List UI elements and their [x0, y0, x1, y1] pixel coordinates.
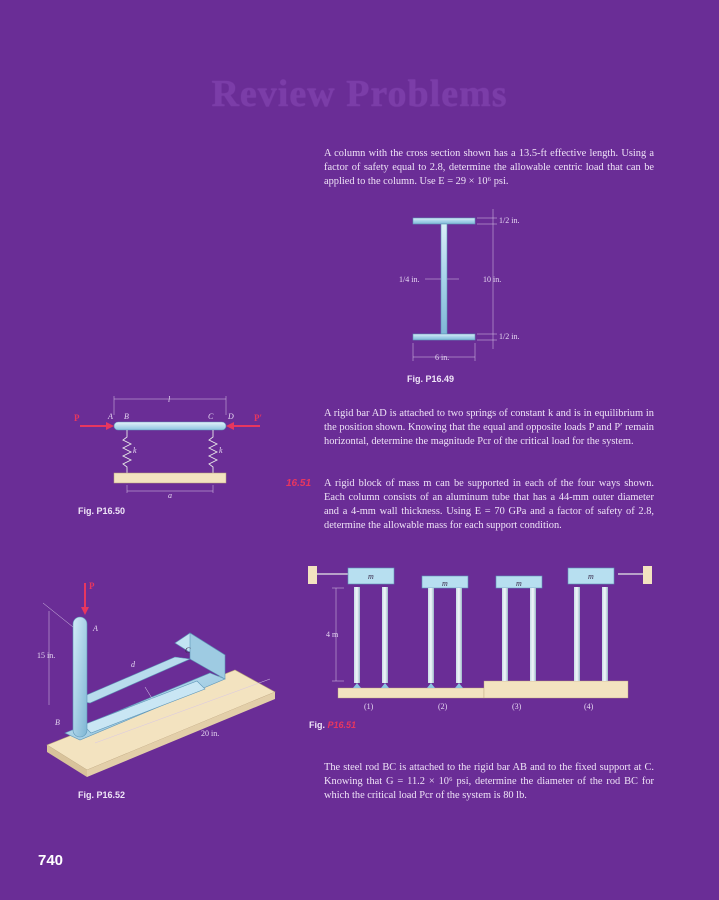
caption-fig-p16-49: Fig. P16.49 — [407, 374, 455, 384]
label-height: 4 m — [326, 630, 339, 639]
label-web-thickness: 1/4 in. — [399, 275, 420, 284]
figure-p16-52 — [35, 575, 290, 785]
caption-fig-p16-52: Fig. P16.52 — [78, 790, 126, 800]
caption-fig-p16-51 — [309, 720, 356, 730]
label-k-right: k — [219, 446, 223, 455]
label-P: P — [89, 581, 95, 591]
label-condition-2: (2) — [438, 702, 448, 711]
caption-prefix: Fig. — [309, 720, 325, 730]
problem-16-50-text: A rigid bar AD is attached to two springs of constant k and is in equilibrium in the position shown. Knowing that the equal and opposite loads P and P′ remain horizontal, determine the magnitude Pcr of the critical load for the system. — [324, 408, 654, 447]
label-C: C — [208, 412, 214, 421]
page-number: 740 — [38, 852, 64, 869]
label-C: C — [185, 646, 191, 655]
label-A: A — [108, 412, 113, 421]
problem-16-49-text: A column with the cross section shown has a 13.5-ft effective length. Using a factor of safety equal to 2.8, determine the allowable centric load that can be applied to the column. Use E = 29 × 10⁶ psi. — [324, 148, 654, 187]
caption-fig-p16-50: Fig. P16.50 — [78, 506, 126, 516]
label-d: d — [131, 660, 135, 669]
label-A: A — [93, 624, 98, 633]
caption-number: P16.51 — [327, 720, 357, 730]
label-Pprime: P′ — [254, 413, 263, 423]
label-mass-3: m — [516, 579, 522, 588]
label-flange-top: 1/2 in. — [499, 216, 520, 225]
figure-p16-51 — [306, 563, 656, 713]
label-B: B — [55, 718, 60, 727]
label-condition-3: (3) — [512, 702, 522, 711]
label-mass-4: m — [588, 572, 594, 581]
label-depth: 10 in. — [483, 275, 502, 284]
label-D: D — [228, 412, 234, 421]
figure-p16-49 — [395, 205, 545, 365]
label-l: l — [168, 395, 171, 404]
label-P: P — [74, 413, 80, 423]
label-a: a — [168, 491, 172, 500]
problem-16-52-text: The steel rod BC is attached to the rigid bar AB and to the fixed support at C. Knowing that G = 11.2 × 10⁶ psi, determine the diameter of the rod BC for which the critical load Pcr of the system is 80 lb. — [324, 762, 654, 801]
label-mass-2: m — [442, 579, 448, 588]
section-heading: Review Problems — [211, 73, 508, 115]
problem-number-16-51: 16.51 — [286, 478, 312, 489]
label-B: B — [124, 412, 129, 421]
label-condition-1: (1) — [364, 702, 374, 711]
label-condition-4: (4) — [584, 702, 594, 711]
label-width: 6 in. — [435, 353, 450, 362]
problem-16-51-text: A rigid block of mass m can be supported in each of the four ways shown. Each column consists of an aluminum tube that has a 44-mm outer diameter and a 4-mm wall thickness. Using E = 70 GPa and a factor of safety of 2.8, determine the allowable mass for each support condition. — [324, 478, 654, 531]
label-length: 20 in. — [201, 729, 220, 738]
label-k-left: k — [133, 446, 137, 455]
figure-p16-50 — [70, 393, 270, 501]
label-flange-bottom: 1/2 in. — [499, 332, 520, 341]
label-height: 15 in. — [37, 651, 56, 660]
label-mass-1: m — [368, 572, 374, 581]
